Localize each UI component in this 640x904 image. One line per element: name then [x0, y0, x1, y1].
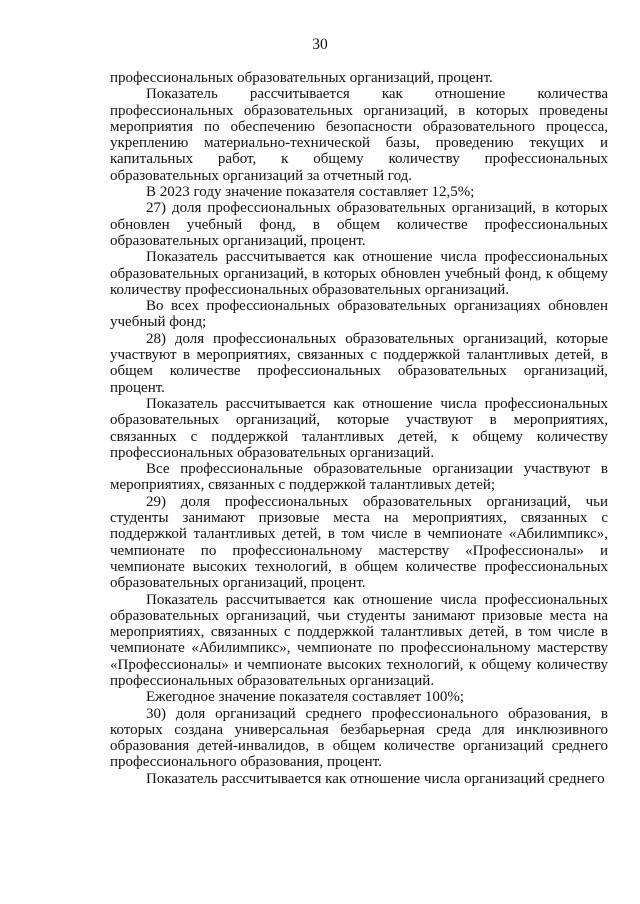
paragraph-indicator-26-value: В 2023 году значение показателя составляет 12,5%;	[146, 184, 475, 201]
paragraph-indicator-29: 29) доля профессиональных образовательных организаций, чьи студенты занимают призовые места на мероприятиях, связанных с поддержкой талантливых детей, в том числе в чемпионате «Абилимпикс», чемпионате по профессиональному мастерству «Профессионалы» и чемпионате высоких технологий, в общем количестве профессиональных образовательных организаций, процент.	[110, 493, 608, 592]
paragraph-indicator-29-method: Показатель рассчитывается как отношение числа профессиональных образовательных организаций, чьи студенты занимают призовые места на мероприятиях, связанных с поддержкой талантливых детей, в том числе в чемпионате «Абилимпикс», чемпионате по профессиональному мастерству «Профессионалы» и чемпионате высоких технологий, к общему количеству профессиональных образовательных организаций.	[110, 591, 608, 689]
paragraph-indicator-27-method: Показатель рассчитывается как отношение числа профессиональных образовательных организаций, в которых обновлен учебный фонд, к общему количеству профессиональных образовательных организаций.	[110, 249, 608, 298]
document-body	[110, 70, 608, 787]
page-number: 30	[312, 36, 328, 53]
paragraph-indicator-30: 30) доля организаций среднего профессионального образования, в которых создана универсальная безбарьерная среда для инклюзивного образования детей-инвалидов, в общем количестве организаций среднего профессионального образования, процент.	[110, 705, 608, 771]
paragraph-indicator-27: 27) доля профессиональных образовательных организаций, в которых обновлен учебный фонд, в общем количестве профессиональных образовательных организаций, процент.	[110, 200, 608, 249]
paragraph-indicator-28-value: Все профессиональные образовательные организации участвуют в мероприятиях, связанных с поддержкой талантливых детей;	[110, 461, 608, 494]
paragraph-indicator-28-method: Показатель рассчитывается как отношение числа профессиональных образовательных организаций, которые участвуют в мероприятиях, связанных с поддержкой талантливых детей, к общему количеству профессиональных образовательных организаций.	[110, 395, 608, 461]
paragraph-indicator-30-method: Показатель рассчитывается как отношение числа организаций среднего	[146, 770, 605, 787]
paragraph-indicator-29-value: Ежегодное значение показателя составляет 100%;	[146, 689, 465, 706]
paragraph-continuation: профессиональных образовательных организаций, процент.	[110, 70, 493, 86]
paragraph-indicator-28: 28) доля профессиональных образовательных организаций, которые участвуют в мероприятиях, связанных с поддержкой талантливых детей, в общем количестве профессиональных образовательных организаций, процент.	[110, 330, 608, 396]
paragraph-indicator-26-method: Показатель рассчитывается как отношение количества профессиональных образовательных организаций, в которых проведены мероприятия по обеспечению безопасности образовательного процесса, укреплению материально-технической базы, проведению текущих и капитальных работ, к общему количеству профессиональных образовательных организаций за отчетный год.	[110, 86, 608, 184]
paragraph-indicator-27-value: Во всех профессиональных образовательных организациях обновлен учебный фонд;	[110, 298, 608, 331]
